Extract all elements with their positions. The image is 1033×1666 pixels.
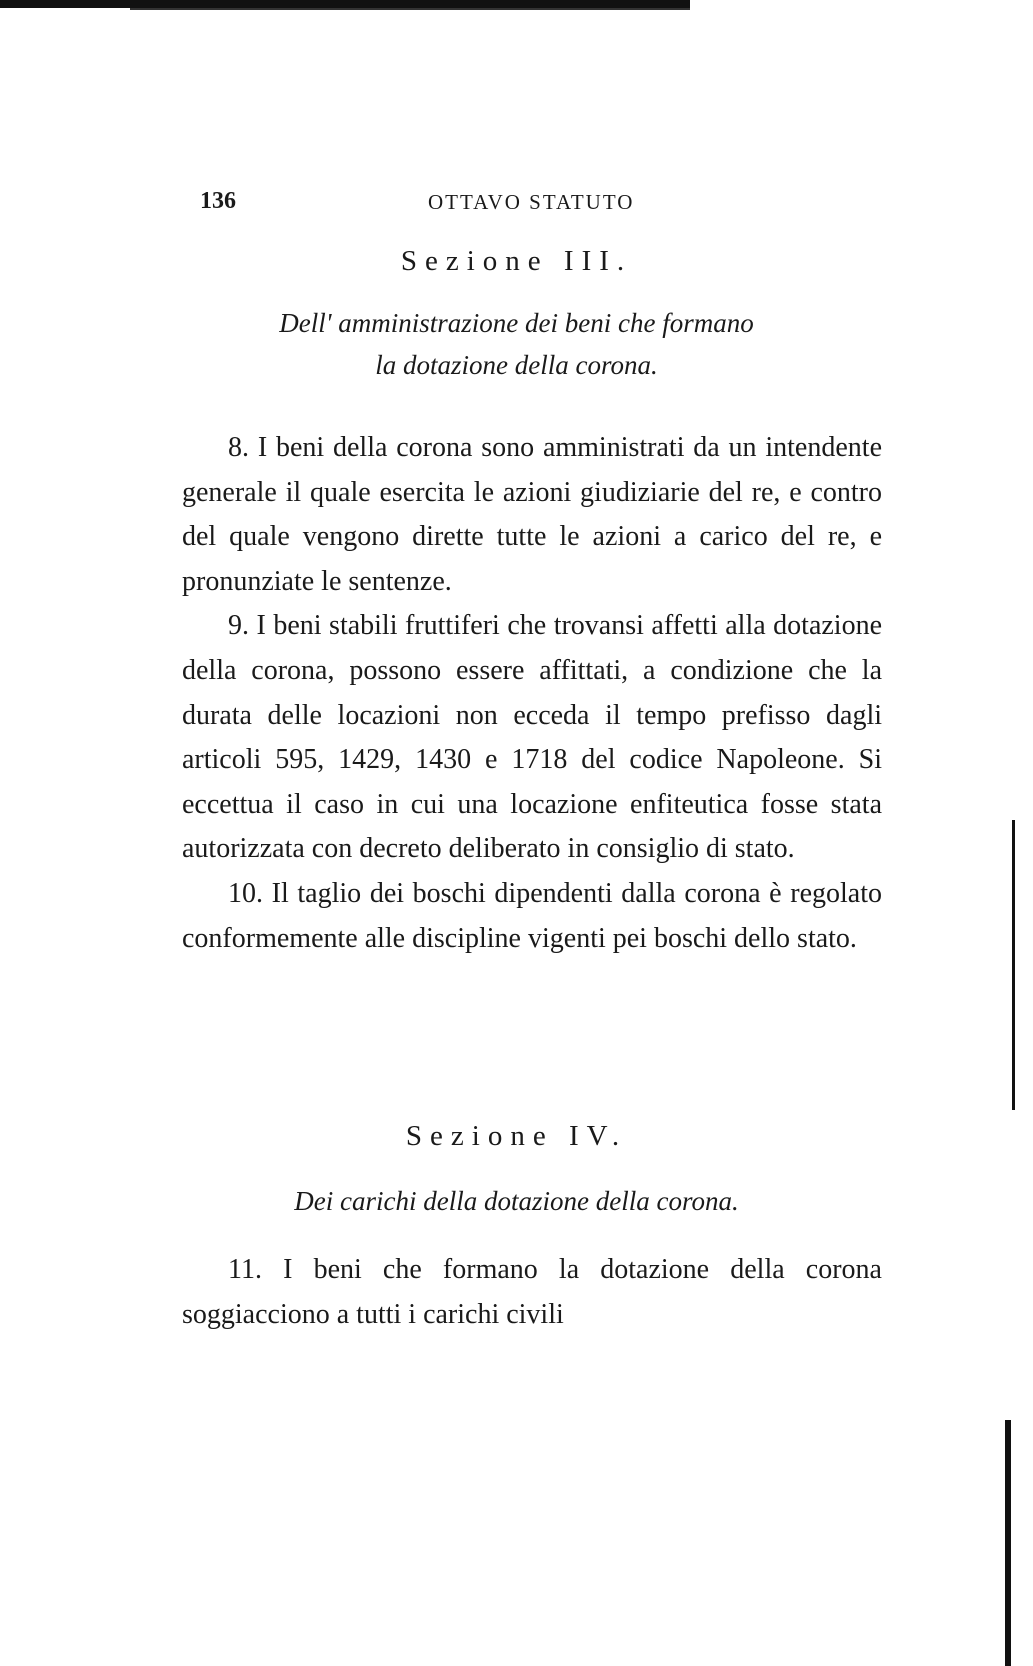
section-title-iii: Sezione III. <box>400 245 633 277</box>
section-title-iv: Sezione IV. <box>405 1120 628 1152</box>
article-9: 9. I beni stabili fruttiferi che trovansi affetti alla dotazione della corona, possono essere affittati, a condizione che la durata delle locazioni non ecceda il tempo prefisso dagli articoli 595, 1429, 1430 e 1718 del codice Napoleone. Si eccettua il caso in cui una locazione enfiteutica fosse stata autorizzata con decreto deliberato in consiglio di stato. <box>182 610 882 865</box>
section-subtitle-iii-line1: Dell' amministrazione dei beni che formano <box>279 308 754 338</box>
scan-edge-bar <box>0 0 690 8</box>
section-iv-body <box>182 1248 882 1337</box>
article-8: 8. I beni della corona sono amministrati da un intendente generale il quale esercita le azioni giudiziarie del re, e contro del quale vengono dirette tutte le azioni a carico del re, e pronunziate le sentenze. <box>182 432 882 597</box>
section-subtitle-iii-line2: la dotazione della corona. <box>375 350 658 380</box>
section-iii-body <box>182 426 882 961</box>
scan-edge-line <box>130 8 690 10</box>
section-subtitle-iv: Dei carichi della dotazione della corona. <box>294 1186 739 1216</box>
article-10: 10. Il taglio dei boschi dipendenti dalla corona è regolato conformemente alle discipline vigenti pei boschi dello stato. <box>182 877 882 954</box>
scan-margin-mark <box>1012 820 1015 1110</box>
page-header <box>200 188 900 224</box>
page-number: 136 <box>200 188 236 214</box>
article-11: 11. I beni che formano la dotazione della corona soggiacciono a tutti i carichi civili <box>182 1254 882 1330</box>
scan-margin-mark-lower <box>1005 1420 1011 1666</box>
running-title: OTTAVO STATUTO <box>428 190 635 214</box>
